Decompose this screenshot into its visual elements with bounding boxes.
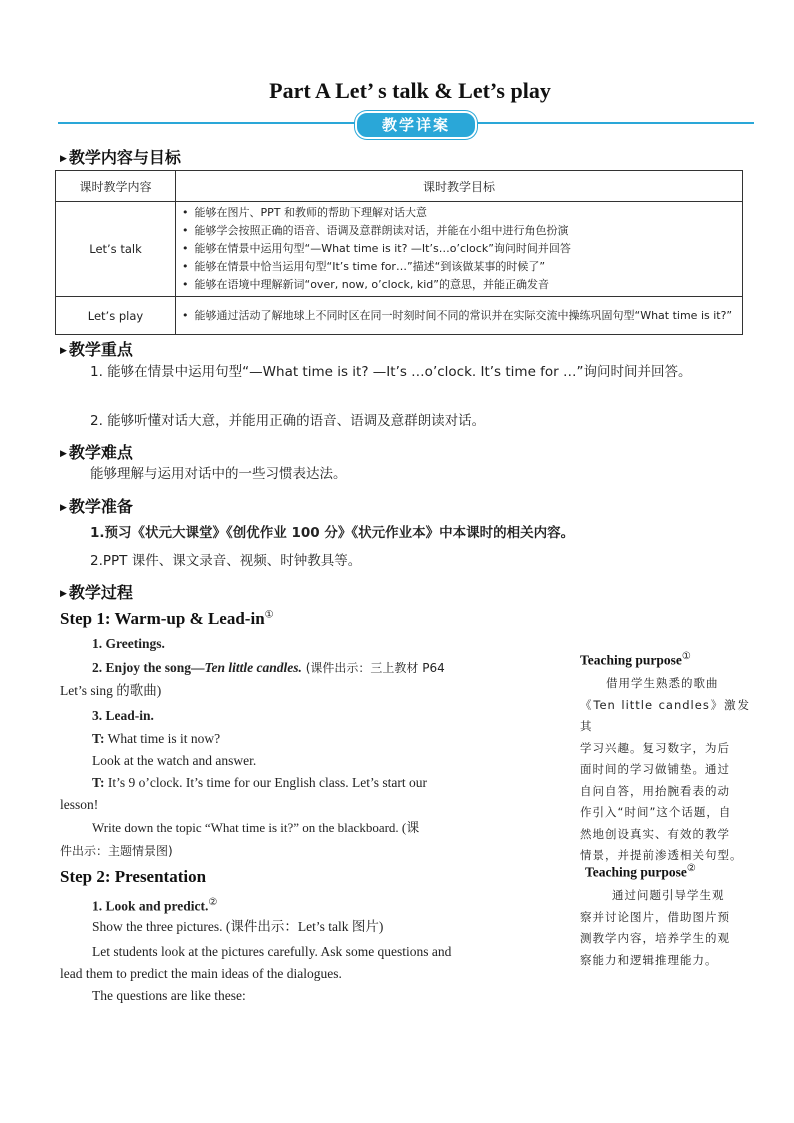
table-header-row <box>56 171 743 202</box>
key-point-2: 2. 能够听懂对话大意，并能用正确的语音、语调及意群朗读对话。 <box>90 413 486 429</box>
table-cell-lesson: Let’s talk <box>56 202 176 297</box>
step1-write-cont: 件出示：主题情景图) <box>60 844 173 858</box>
footnote-mark: ① <box>264 609 274 621</box>
list-item: • 能够通过活动了解地球上不同时区在同一时刻时间不同的常识并在实际交流中操练巩固句型“What time is it?” <box>182 309 733 322</box>
footnote-mark: ① <box>681 651 691 662</box>
section-heading-text: 教学准备 <box>68 497 133 516</box>
table-header-cell: 课时教学目标 <box>176 171 743 202</box>
section-heading-process <box>60 580 133 603</box>
list-item: • 能够在情景中恰当运用句型“It’s time for…”描述“到该做某事的时候了” <box>182 260 546 273</box>
step2-show: Show the three pictures. (课件出示：Let’s talk 图片) <box>92 919 384 934</box>
triangle-icon: ▶ <box>60 346 67 356</box>
prep-item-1: 1.预习《状元大课堂》《创优作业 100 分》《状元作业本》中本课时的相关内容。 <box>90 525 575 541</box>
step1-greetings: 1. Greetings. <box>92 636 165 651</box>
step1-leadin: 3. Lead-in. <box>92 708 154 723</box>
step1-write: Write down the topic “What time is it?” on the blackboard. (课 <box>92 820 420 835</box>
prep-item-2: 2.PPT 课件、课文录音、视频、时钟教具等。 <box>90 553 362 569</box>
table-cell-goals <box>176 297 743 335</box>
step-1-title: Step 1: Warm-up & Lead-in① <box>60 609 274 628</box>
list-item: • 能够学会按照正确的语音、语调及意群朗读对话，并能在小组中进行角色扮演 <box>182 224 569 237</box>
table-row <box>56 202 743 297</box>
side-note-1-text: 借用学生熟悉的歌曲 《Ten little candles》激发其 学习兴趣。复习数字，为后 面时间的学习做铺垫。通过 自问自答，用抬腕看表的动 作引入“时间”这个话题，自 然地创设真实、有效的教学 情景，并提前渗透相关句型。 <box>580 676 750 862</box>
step1-t2-cont: lesson! <box>60 797 99 812</box>
section-banner: 教学详案 <box>355 111 477 139</box>
difficulty-text: 能够理解与运用对话中的一些习惯表达法。 <box>90 466 347 482</box>
step1-look: Look at the watch and answer. <box>92 753 257 768</box>
objectives-table <box>55 170 743 335</box>
side-note-1-title: Teaching purpose① <box>580 651 691 668</box>
side-note-2-title: Teaching purpose② <box>585 863 696 880</box>
list-item: • 能够在图片、PPT 和教师的帮助下理解对话大意 <box>182 206 427 219</box>
step-2-title: Step 2: Presentation <box>60 867 207 886</box>
list-item: • 能够在情景中运用句型“—What time is it? —It’s…o’clock”询问时间并回答 <box>182 242 571 255</box>
step2-questions: The questions are like these: <box>92 988 246 1003</box>
table-cell-lesson: Let’s play <box>56 297 176 335</box>
section-heading-text: 教学难点 <box>68 443 133 462</box>
step2-look-predict: 1. Look and predict.② <box>92 897 218 914</box>
section-heading-text: 教学过程 <box>68 583 133 602</box>
triangle-icon: ▶ <box>60 449 67 459</box>
section-heading-difficult <box>60 440 133 463</box>
key-point-1: 1. 能够在情景中运用句型“—What time is it? —It’s …o’clock. It’s time for …”询问时间并回答。 <box>90 364 692 380</box>
step1-song: 2. Enjoy the song—Ten little candles. (课件出示：三上教材 P64 <box>92 660 445 675</box>
step1-t1: T: What time is it now? <box>92 731 221 746</box>
table-cell-goals <box>176 202 743 297</box>
triangle-icon: ▶ <box>60 154 67 164</box>
section-heading-text: 教学重点 <box>68 340 133 359</box>
step1-song-cont: Let’s sing 的歌曲) <box>60 683 162 698</box>
section-heading-prep <box>60 494 133 517</box>
triangle-icon: ▶ <box>60 503 67 513</box>
section-heading-content <box>60 145 181 168</box>
list-item: • 能够在语境中理解新词“over, now, o’clock, kid”的意思，并能正确发音 <box>182 278 549 291</box>
step2-let: Let students look at the pictures carefully. Ask some questions and <box>92 944 452 959</box>
section-heading-text: 教学内容与目标 <box>68 148 181 167</box>
table-header-cell: 课时教学内容 <box>56 171 176 202</box>
page-title: Part A Let’ s talk & Let’s play <box>269 78 551 103</box>
triangle-icon: ▶ <box>60 589 67 599</box>
side-note-2-text: 通过问题引导学生观 察并讨论图片，借助图片预 测教学内容，培养学生的观 察能力和逻辑推理能力。 <box>580 888 730 967</box>
step1-t2: T: It’s 9 o’clock. It’s time for our English class. Let’s start our <box>92 775 427 790</box>
section-heading-key <box>60 337 133 360</box>
footnote-mark: ② <box>208 897 218 908</box>
table-row <box>56 297 743 335</box>
step2-let-cont: lead them to predict the main ideas of the dialogues. <box>60 966 342 981</box>
footnote-mark: ② <box>686 863 696 874</box>
